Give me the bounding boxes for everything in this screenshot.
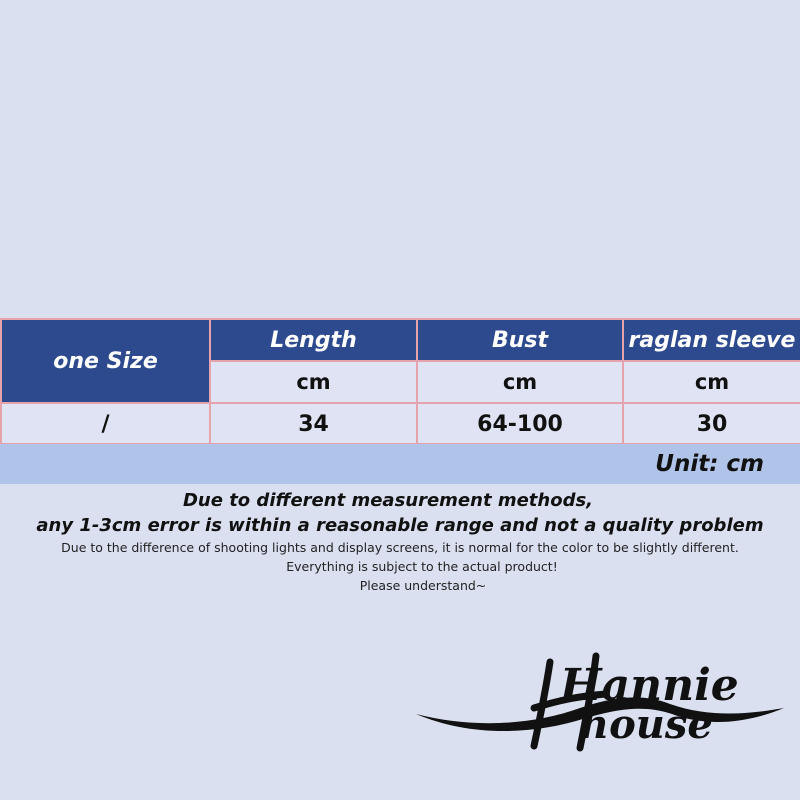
note-bold-line-1: Due to different measurement methods, <box>182 490 594 511</box>
length-unit: cm <box>210 361 417 403</box>
one-size-header: one Size <box>1 319 210 403</box>
logo-line-2: house <box>580 701 713 748</box>
raglan-sleeve-header: raglan sleeve <box>623 319 800 361</box>
note-small-line-1: Due to the difference of shooting lights and display screens, it is normal for the color to be slightly different. <box>61 540 739 555</box>
note-small-line-3: Please understand~ <box>359 578 487 593</box>
length-header: Length <box>210 319 417 361</box>
note-small-line-2: Everything is subject to the actual product! <box>286 559 558 574</box>
length-value: 34 <box>210 403 417 445</box>
note-bold-line-2: any 1-3cm error is within a reasonable range and not a quality problem <box>36 515 764 536</box>
table-header-row <box>1 319 800 361</box>
row-label: / <box>1 403 210 445</box>
hannie-house-logo <box>410 648 790 758</box>
raglan-sleeve-unit: cm <box>623 361 800 403</box>
unit-label: Unit: cm <box>655 451 764 477</box>
bust-unit: cm <box>417 361 623 403</box>
size-table <box>0 318 800 446</box>
measurement-notes <box>0 488 800 595</box>
logo-line-1: Hannie <box>560 660 739 711</box>
bust-value: 64-100 <box>417 403 623 445</box>
table-row <box>1 403 800 445</box>
bust-header: Bust <box>417 319 623 361</box>
unit-bar <box>0 443 800 484</box>
raglan-sleeve-value: 30 <box>623 403 800 445</box>
